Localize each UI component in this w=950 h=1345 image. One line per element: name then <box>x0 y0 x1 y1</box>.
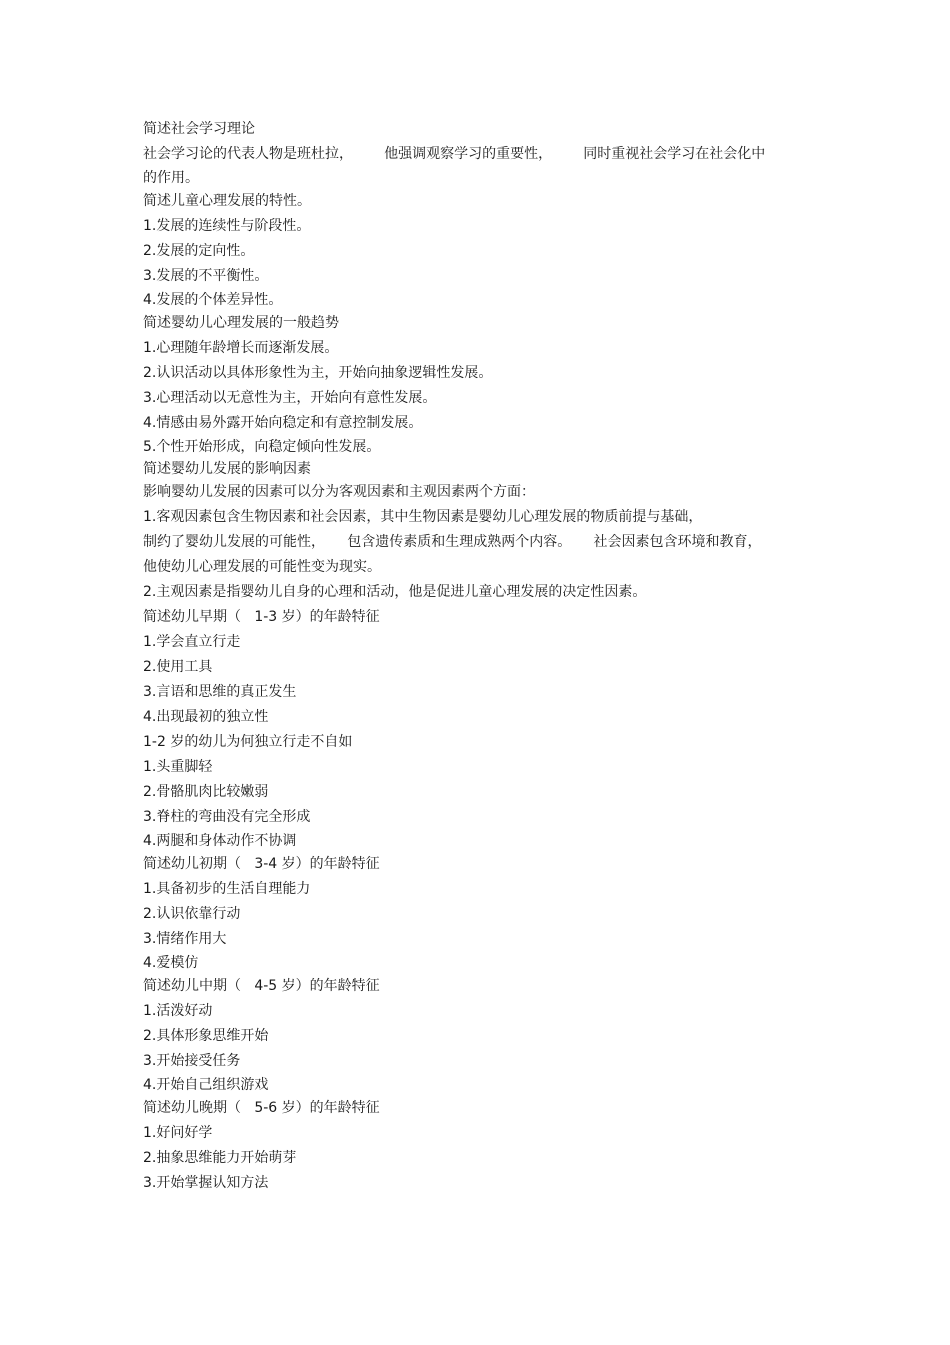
list-item: 2.具体形象思维开始 <box>143 1028 269 1044</box>
list-item: 1.发展的连续性与阶段性。 <box>143 218 311 234</box>
paragraph-line: 的作用。 <box>143 170 199 186</box>
section-heading: 简述社会学习理论 <box>143 121 255 137</box>
list-item: 1.好问好学 <box>143 1125 213 1141</box>
list-item: 2.抽象思维能力开始萌芽 <box>143 1150 297 1166</box>
section-heading: 简述幼儿晚期（ 5-6 岁）的年龄特征 <box>143 1100 380 1116</box>
section-heading: 1-2 岁的幼儿为何独立行走不自如 <box>143 734 353 750</box>
list-item: 3.情绪作用大 <box>143 931 227 947</box>
document-body <box>143 117 803 1196</box>
section-heading: 简述幼儿初期（ 3-4 岁）的年龄特征 <box>143 856 380 872</box>
list-item: 4.出现最初的独立性 <box>143 709 269 725</box>
paragraph-line: 他使幼儿心理发展的可能性变为现实。 <box>143 559 381 575</box>
section-heading: 简述幼儿早期（ 1-3 岁）的年龄特征 <box>143 609 380 625</box>
list-item: 2.认识依靠行动 <box>143 906 241 922</box>
paragraph-line: 制约了婴幼儿发展的可能性， 包含遗传素质和生理成熟两个内容。 社会因素包含环境和教育， <box>143 534 762 550</box>
list-item: 4.情感由易外露开始向稳定和有意控制发展。 <box>143 415 423 431</box>
section-heading: 简述婴幼儿发展的影响因素 <box>143 461 311 477</box>
paragraph-line: 社会学习论的代表人物是班杜拉， 他强调观察学习的重要性， 同时重视社会学习在社会化中 <box>143 146 766 162</box>
list-item: 3.开始掌握认知方法 <box>143 1175 269 1191</box>
section-heading: 简述幼儿中期（ 4-5 岁）的年龄特征 <box>143 978 380 994</box>
section-heading: 简述婴幼儿心理发展的一般趋势 <box>143 315 339 331</box>
list-item: 1.心理随年龄增长而逐渐发展。 <box>143 340 339 356</box>
list-item: 1.具备初步的生活自理能力 <box>143 881 311 897</box>
list-item: 2.主观因素是指婴幼儿自身的心理和活动，他是促进儿童心理发展的决定性因素。 <box>143 584 647 600</box>
list-item: 1.客观因素包含生物因素和社会因素，其中生物因素是婴幼儿心理发展的物质前提与基础， <box>143 509 703 525</box>
paragraph-line: 影响婴幼儿发展的因素可以分为客观因素和主观因素两个方面： <box>143 484 535 500</box>
list-item: 1.活泼好动 <box>143 1003 213 1019</box>
list-item: 4.两腿和身体动作不协调 <box>143 833 297 849</box>
list-item: 3.开始接受任务 <box>143 1053 241 1069</box>
list-item: 2.使用工具 <box>143 659 213 675</box>
list-item: 1.学会直立行走 <box>143 634 241 650</box>
list-item: 3.言语和思维的真正发生 <box>143 684 297 700</box>
list-item: 4.爱模仿 <box>143 955 199 971</box>
list-item: 5.个性开始形成，向稳定倾向性发展。 <box>143 439 381 455</box>
list-item: 2.发展的定向性。 <box>143 243 255 259</box>
section-heading: 简述儿童心理发展的特性。 <box>143 193 311 209</box>
list-item: 2.骨骼肌肉比较嫩弱 <box>143 784 269 800</box>
list-item: 4.发展的个体差异性。 <box>143 292 283 308</box>
list-item: 1.头重脚轻 <box>143 759 213 775</box>
list-item: 2.认识活动以具体形象性为主，开始向抽象逻辑性发展。 <box>143 365 493 381</box>
list-item: 3.发展的不平衡性。 <box>143 268 269 284</box>
list-item: 3.心理活动以无意性为主，开始向有意性发展。 <box>143 390 437 406</box>
list-item: 3.脊柱的弯曲没有完全形成 <box>143 809 311 825</box>
list-item: 4.开始自己组织游戏 <box>143 1077 269 1093</box>
